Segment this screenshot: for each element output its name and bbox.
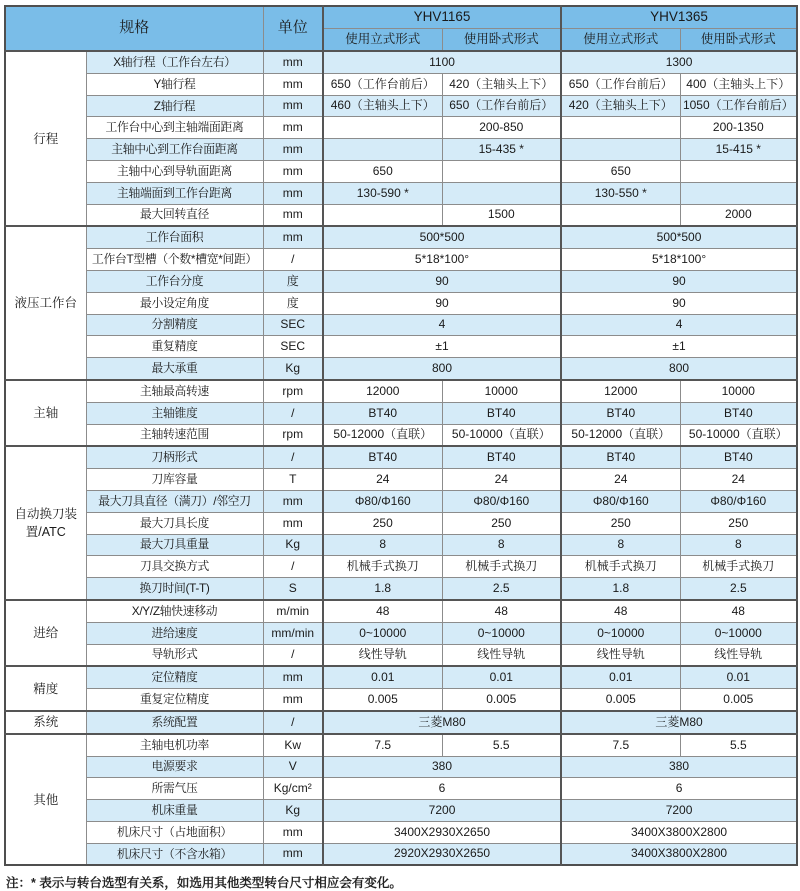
unit-cell: Kg/cm² [263,778,323,800]
spec-name-cell: 最大刀具直径（满刀）/邻空刀 [86,490,263,512]
value-cell: 7.5 [561,734,680,756]
value-cell: 5*18*100° [561,249,797,271]
spec-name-cell: 定位精度 [86,666,263,688]
spec-row [5,689,797,711]
unit-cell: mm [263,73,323,95]
value-cell: BT40 [561,402,680,424]
spec-name-cell: 最大刀具长度 [86,512,263,534]
table-header [5,6,797,51]
unit-cell: / [263,402,323,424]
value-cell: 5*18*100° [323,249,561,271]
value-cell: 3400X3800X2800 [561,821,797,843]
value-cell: 7.5 [323,734,442,756]
spec-name-cell: 工作台T型槽（个数*槽宽*间距） [86,249,263,271]
spec-name-cell: 进给速度 [86,622,263,644]
spec-name-cell: 电源要求 [86,756,263,778]
unit-cell: mm [263,490,323,512]
value-cell: 6 [561,778,797,800]
unit-cell: mm [263,182,323,204]
spec-name-cell: 刀库容量 [86,469,263,491]
spec-name-cell: 主轴锥度 [86,402,263,424]
unit-cell: / [263,446,323,468]
unit-cell: mm [263,666,323,688]
spec-row [5,578,797,600]
spec-row [5,821,797,843]
header-form-label: 使用卧式形式 [680,29,797,52]
value-cell: 0~10000 [680,622,797,644]
value-cell: 15-415 * [680,139,797,161]
spec-name-cell: X/Y/Z轴快速移动 [86,600,263,622]
value-cell [561,204,680,226]
value-cell: 650（工作台前后） [442,95,561,117]
value-cell: 250 [561,512,680,534]
unit-cell: 度 [263,292,323,314]
value-cell: 0.01 [442,666,561,688]
spec-row [5,160,797,182]
value-cell: 1.8 [323,578,442,600]
unit-cell: V [263,756,323,778]
unit-cell: mm [263,51,323,73]
value-cell: 机械手式换刀 [680,556,797,578]
spec-row [5,73,797,95]
spec-row [5,314,797,336]
spec-row [5,644,797,666]
value-cell [442,160,561,182]
spec-row [5,117,797,139]
unit-cell: / [263,249,323,271]
spec-row [5,380,797,402]
value-cell: 50-12000（直联） [561,424,680,446]
value-cell: 400（主轴头上下） [680,73,797,95]
spec-row [5,490,797,512]
unit-cell: mm [263,843,323,865]
value-cell: 1300 [561,51,797,73]
value-cell: BT40 [323,446,442,468]
value-cell: 12000 [323,380,442,402]
spec-row [5,226,797,248]
unit-cell: 度 [263,270,323,292]
spec-row [5,182,797,204]
value-cell: 10000 [680,380,797,402]
spec-name-cell: Z轴行程 [86,95,263,117]
spec-name-cell: 最大承重 [86,358,263,380]
header-model-name: YHV1165 [323,6,561,29]
category-cell: 行程 [5,51,86,226]
value-cell: BT40 [561,446,680,468]
value-cell [561,139,680,161]
value-cell: 800 [561,358,797,380]
value-cell: 0.005 [442,689,561,711]
spec-row [5,556,797,578]
spec-row [5,358,797,380]
footnote: 注：* 表示与转台选型有关系，如选用其他类型转台尺寸相应会有变化。 [6,876,402,891]
spec-row [5,512,797,534]
spec-name-cell: 主轴电机功率 [86,734,263,756]
unit-cell: / [263,711,323,734]
value-cell: 3400X3800X2800 [561,843,797,865]
value-cell: 650（工作台前后） [561,73,680,95]
category-cell: 精度 [5,666,86,711]
unit-cell: / [263,556,323,578]
value-cell: 0.01 [323,666,442,688]
value-cell: BT40 [442,402,561,424]
category-cell: 进给 [5,600,86,666]
value-cell: 650 [561,160,680,182]
value-cell: 0~10000 [323,622,442,644]
value-cell: 15-435 * [442,139,561,161]
value-cell: 4 [561,314,797,336]
spec-name-cell: 所需气压 [86,778,263,800]
table-body [5,51,797,865]
value-cell: 90 [561,292,797,314]
spec-name-cell: 机床重量 [86,800,263,822]
value-cell: 48 [323,600,442,622]
spec-name-cell: 机床尺寸（不含水箱） [86,843,263,865]
value-cell: 3400X2930X2650 [323,821,561,843]
spec-row [5,711,797,734]
value-cell: 2920X2930X2650 [323,843,561,865]
value-cell: 线性导轨 [561,644,680,666]
spec-row [5,843,797,865]
value-cell: ±1 [323,336,561,358]
unit-cell: mm [263,689,323,711]
value-cell: 8 [323,534,442,556]
unit-cell: / [263,644,323,666]
value-cell: 5.5 [442,734,561,756]
unit-cell: mm [263,204,323,226]
unit-cell: rpm [263,380,323,402]
spec-row [5,600,797,622]
spec-name-cell: 重复定位精度 [86,689,263,711]
value-cell: 250 [323,512,442,534]
value-cell: BT40 [323,402,442,424]
value-cell: 4 [323,314,561,336]
value-cell: 48 [442,600,561,622]
value-cell: 500*500 [561,226,797,248]
spec-row [5,270,797,292]
unit-cell: Kw [263,734,323,756]
spec-row [5,622,797,644]
value-cell: 200-1350 [680,117,797,139]
value-cell: 0.005 [680,689,797,711]
value-cell: 三菱M80 [323,711,561,734]
spec-row [5,778,797,800]
spec-row [5,800,797,822]
unit-cell: S [263,578,323,600]
value-cell [680,160,797,182]
value-cell: 24 [323,469,442,491]
spec-row [5,292,797,314]
spec-name-cell: 主轴转速范围 [86,424,263,446]
value-cell: 0.01 [561,666,680,688]
spec-name-cell: 主轴端面到工作台距离 [86,182,263,204]
value-cell [442,182,561,204]
value-cell: 10000 [442,380,561,402]
category-cell: 主轴 [5,380,86,446]
value-cell: 8 [561,534,680,556]
value-cell: 90 [323,292,561,314]
category-cell: 其他 [5,734,86,866]
value-cell: 2000 [680,204,797,226]
unit-cell: mm [263,512,323,534]
header-model-name: YHV1365 [561,6,797,29]
spec-name-cell: 最大刀具重量 [86,534,263,556]
value-cell: Φ80/Φ160 [680,490,797,512]
value-cell: 5.5 [680,734,797,756]
spec-table [4,5,798,866]
value-cell: 机械手式换刀 [442,556,561,578]
unit-cell: SEC [263,336,323,358]
value-cell: 0.005 [561,689,680,711]
header-form-label: 使用立式形式 [323,29,442,52]
value-cell: 460（主轴头上下） [323,95,442,117]
value-cell: 90 [561,270,797,292]
value-cell [323,117,442,139]
value-cell: 500*500 [323,226,561,248]
header-spec-label: 规格 [5,6,263,51]
spec-name-cell: 主轴中心到工作台面距离 [86,139,263,161]
value-cell: ±1 [561,336,797,358]
spec-row [5,756,797,778]
spec-row [5,402,797,424]
value-cell: 0.01 [680,666,797,688]
header-form-label: 使用立式形式 [561,29,680,52]
category-cell: 自动换刀装置/ATC [5,446,86,600]
spec-row [5,95,797,117]
spec-name-cell: 重复精度 [86,336,263,358]
value-cell: 线性导轨 [323,644,442,666]
category-cell: 液压工作台 [5,226,86,380]
value-cell: 650（工作台前后） [323,73,442,95]
value-cell [323,139,442,161]
unit-cell: SEC [263,314,323,336]
spec-row [5,336,797,358]
value-cell: 7200 [561,800,797,822]
spec-name-cell: X轴行程（工作台左右） [86,51,263,73]
value-cell: 380 [561,756,797,778]
unit-cell: mm/min [263,622,323,644]
value-cell: Φ80/Φ160 [442,490,561,512]
value-cell: 250 [442,512,561,534]
unit-cell: rpm [263,424,323,446]
spec-name-cell: 工作台中心到主轴端面距离 [86,117,263,139]
spec-row [5,139,797,161]
value-cell [680,182,797,204]
value-cell: 线性导轨 [680,644,797,666]
value-cell: 12000 [561,380,680,402]
unit-cell: mm [263,821,323,843]
value-cell: Φ80/Φ160 [561,490,680,512]
value-cell [561,117,680,139]
spec-name-cell: 刀柄形式 [86,446,263,468]
value-cell: 三菱M80 [561,711,797,734]
header-unit-label: 单位 [263,6,323,51]
unit-cell: mm [263,95,323,117]
spec-row [5,534,797,556]
unit-cell: Kg [263,800,323,822]
value-cell: 90 [323,270,561,292]
spec-name-cell: 最大回转直径 [86,204,263,226]
value-cell: 50-12000（直联） [323,424,442,446]
value-cell: BT40 [442,446,561,468]
spec-row [5,204,797,226]
spec-row [5,446,797,468]
value-cell: 0.005 [323,689,442,711]
value-cell: 48 [680,600,797,622]
spec-row [5,424,797,446]
value-cell: 50-10000（直联） [680,424,797,446]
value-cell: 6 [323,778,561,800]
unit-cell: Kg [263,358,323,380]
value-cell: 机械手式换刀 [561,556,680,578]
value-cell: 800 [323,358,561,380]
unit-cell: T [263,469,323,491]
spec-name-cell: 最小设定角度 [86,292,263,314]
spec-name-cell: Y轴行程 [86,73,263,95]
value-cell: 380 [323,756,561,778]
value-cell: 24 [680,469,797,491]
value-cell: 1100 [323,51,561,73]
value-cell: 1050（工作台前后） [680,95,797,117]
value-cell: 24 [561,469,680,491]
spec-name-cell: 工作台分度 [86,270,263,292]
value-cell: 8 [680,534,797,556]
value-cell: 机械手式换刀 [323,556,442,578]
unit-cell: mm [263,160,323,182]
value-cell: 420（主轴头上下） [442,73,561,95]
value-cell [323,204,442,226]
value-cell: 8 [442,534,561,556]
value-cell: 250 [680,512,797,534]
value-cell: 线性导轨 [442,644,561,666]
spec-row [5,734,797,756]
value-cell: 0~10000 [442,622,561,644]
value-cell: 2.5 [680,578,797,600]
spec-row [5,51,797,73]
spec-row [5,469,797,491]
spec-row [5,249,797,271]
value-cell: 420（主轴头上下） [561,95,680,117]
value-cell: Φ80/Φ160 [323,490,442,512]
spec-name-cell: 工作台面积 [86,226,263,248]
value-cell: 7200 [323,800,561,822]
unit-cell: mm [263,226,323,248]
value-cell: 0~10000 [561,622,680,644]
value-cell: 48 [561,600,680,622]
value-cell: 200-850 [442,117,561,139]
value-cell: 50-10000（直联） [442,424,561,446]
spec-name-cell: 机床尺寸（占地面积） [86,821,263,843]
spec-name-cell: 刀具交换方式 [86,556,263,578]
unit-cell: mm [263,117,323,139]
unit-cell: Kg [263,534,323,556]
value-cell: 2.5 [442,578,561,600]
spec-name-cell: 换刀时间(T-T) [86,578,263,600]
value-cell: BT40 [680,402,797,424]
spec-name-cell: 导轨形式 [86,644,263,666]
value-cell: BT40 [680,446,797,468]
spec-row [5,666,797,688]
value-cell: 24 [442,469,561,491]
unit-cell: m/min [263,600,323,622]
value-cell: 650 [323,160,442,182]
category-cell: 系统 [5,711,86,734]
value-cell: 130-550 * [561,182,680,204]
spec-name-cell: 主轴最高转速 [86,380,263,402]
spec-name-cell: 系统配置 [86,711,263,734]
value-cell: 1.8 [561,578,680,600]
header-form-label: 使用卧式形式 [442,29,561,52]
spec-name-cell: 分割精度 [86,314,263,336]
spec-name-cell: 主轴中心到导轨面距离 [86,160,263,182]
unit-cell: mm [263,139,323,161]
value-cell: 1500 [442,204,561,226]
value-cell: 130-590 * [323,182,442,204]
